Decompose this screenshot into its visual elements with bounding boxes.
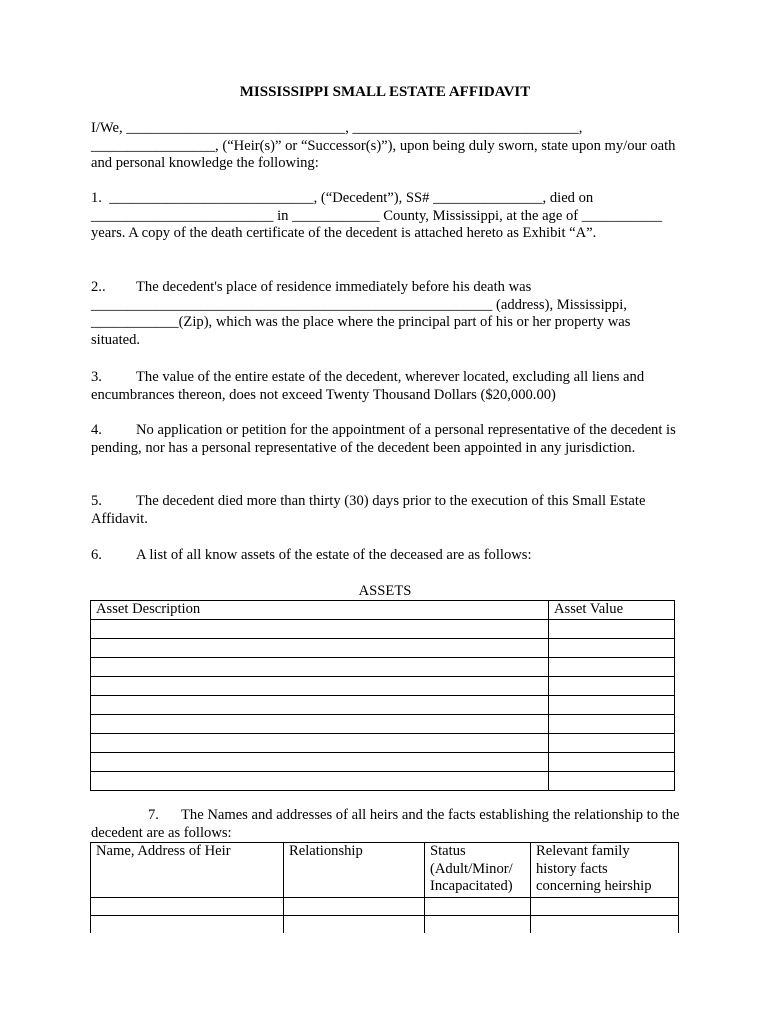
family-history-cell[interactable] [531,916,679,934]
assets-caption: ASSETS [358,583,412,599]
asset-value-cell[interactable] [549,696,675,715]
heirs-header-row [91,843,679,898]
table-row [91,898,679,916]
relationship-header: Relationship [284,843,425,898]
item-7-number: 7. [148,807,159,823]
table-row [91,696,675,715]
asset-value-header: Asset Value [549,601,675,620]
asset-description-header: Asset Description [91,601,549,620]
item-1-number: 1. [91,190,102,206]
item-7 [91,807,681,842]
asset-description-cell[interactable] [91,677,549,696]
document-title: MISSISSIPPI SMALL ESTATE AFFIDAVIT [239,84,531,100]
item-1-text: ____________________________, (“Decedent”), SS# _______________, died on _________________________ in ____________ County, Mississippi, at the age of ___________ years. A copy of the death certificate of the decedent is attached hereto as Exhibit “A”. [91,190,663,242]
page-bottom-margin [80,934,700,1024]
assets-table [90,600,675,791]
item-2-number: 2.. [91,279,106,295]
table-row [91,639,675,658]
item-4-text: No application or petition for the appointment of a personal representative of the decedent is pending, nor has a personal representative of the decedent been appointed in any jurisdiction. [91,422,676,456]
table-row [91,734,675,753]
asset-value-cell[interactable] [549,639,675,658]
table-row [91,753,675,772]
heirs-table [90,842,679,933]
table-row [91,772,675,791]
asset-description-cell[interactable] [91,772,549,791]
status-cell[interactable] [425,898,531,916]
asset-value-cell[interactable] [549,715,675,734]
item-3-number: 3. [91,369,102,385]
status-cell[interactable] [425,916,531,934]
assets-header-row [91,601,675,620]
item-4-number: 4. [91,422,102,438]
asset-description-cell[interactable] [91,620,549,639]
asset-value-cell[interactable] [549,658,675,677]
asset-description-cell[interactable] [91,753,549,772]
table-row [91,916,679,934]
asset-value-cell[interactable] [549,620,675,639]
asset-description-cell[interactable] [91,658,549,677]
family-history-header: Relevant family history facts concerning heirship [531,843,679,898]
item-2 [91,279,681,349]
intro-paragraph: I/We, ______________________________, _______________________________, _________________, (“Heir(s)” or “Successor(s)”), upon being duly sworn, state upon my/our oath and personal knowledge the following: [91,120,676,172]
relationship-cell[interactable] [284,898,425,916]
table-row [91,715,675,734]
asset-description-cell[interactable] [91,696,549,715]
asset-value-cell[interactable] [549,753,675,772]
asset-description-cell[interactable] [91,734,549,753]
asset-value-cell[interactable] [549,772,675,791]
table-row [91,620,675,639]
family-history-cell[interactable] [531,898,679,916]
item-5-number: 5. [91,493,102,509]
item-4 [91,422,681,457]
item-6-text: A list of all know assets of the estate of the deceased are as follows: [136,547,532,563]
heir-name-cell[interactable] [91,916,284,934]
asset-value-cell[interactable] [549,677,675,696]
item-1 [91,190,681,243]
item-3-text: The value of the entire estate of the decedent, wherever located, excluding all liens and encumbrances thereon, does not exceed Twenty Thousand Dollars ($20,000.00) [91,369,645,403]
item-5 [91,493,681,528]
relationship-cell[interactable] [284,916,425,934]
asset-description-cell[interactable] [91,639,549,658]
item-3 [91,369,681,404]
item-7-text: The Names and addresses of all heirs and the facts establishing the relationship to the decedent are as follows: [91,807,680,841]
item-6-number: 6. [91,547,102,563]
item-2-text: The decedent's place of residence immediately before his death was _______________________________________________________ (address), Mississippi, ____________(Zip), which was the place where the principal part of his or her property was situated. [91,279,631,348]
heir-name-header: Name, Address of Heir [91,843,284,898]
item-5-text: The decedent died more than thirty (30) days prior to the execution of this Small Estate Affidavit. [91,493,646,527]
heir-name-cell[interactable] [91,898,284,916]
status-header: Status (Adult/Minor/ Incapacitated) [425,843,531,898]
asset-description-cell[interactable] [91,715,549,734]
table-row [91,677,675,696]
asset-value-cell[interactable] [549,734,675,753]
table-row [91,658,675,677]
item-6 [91,547,681,565]
